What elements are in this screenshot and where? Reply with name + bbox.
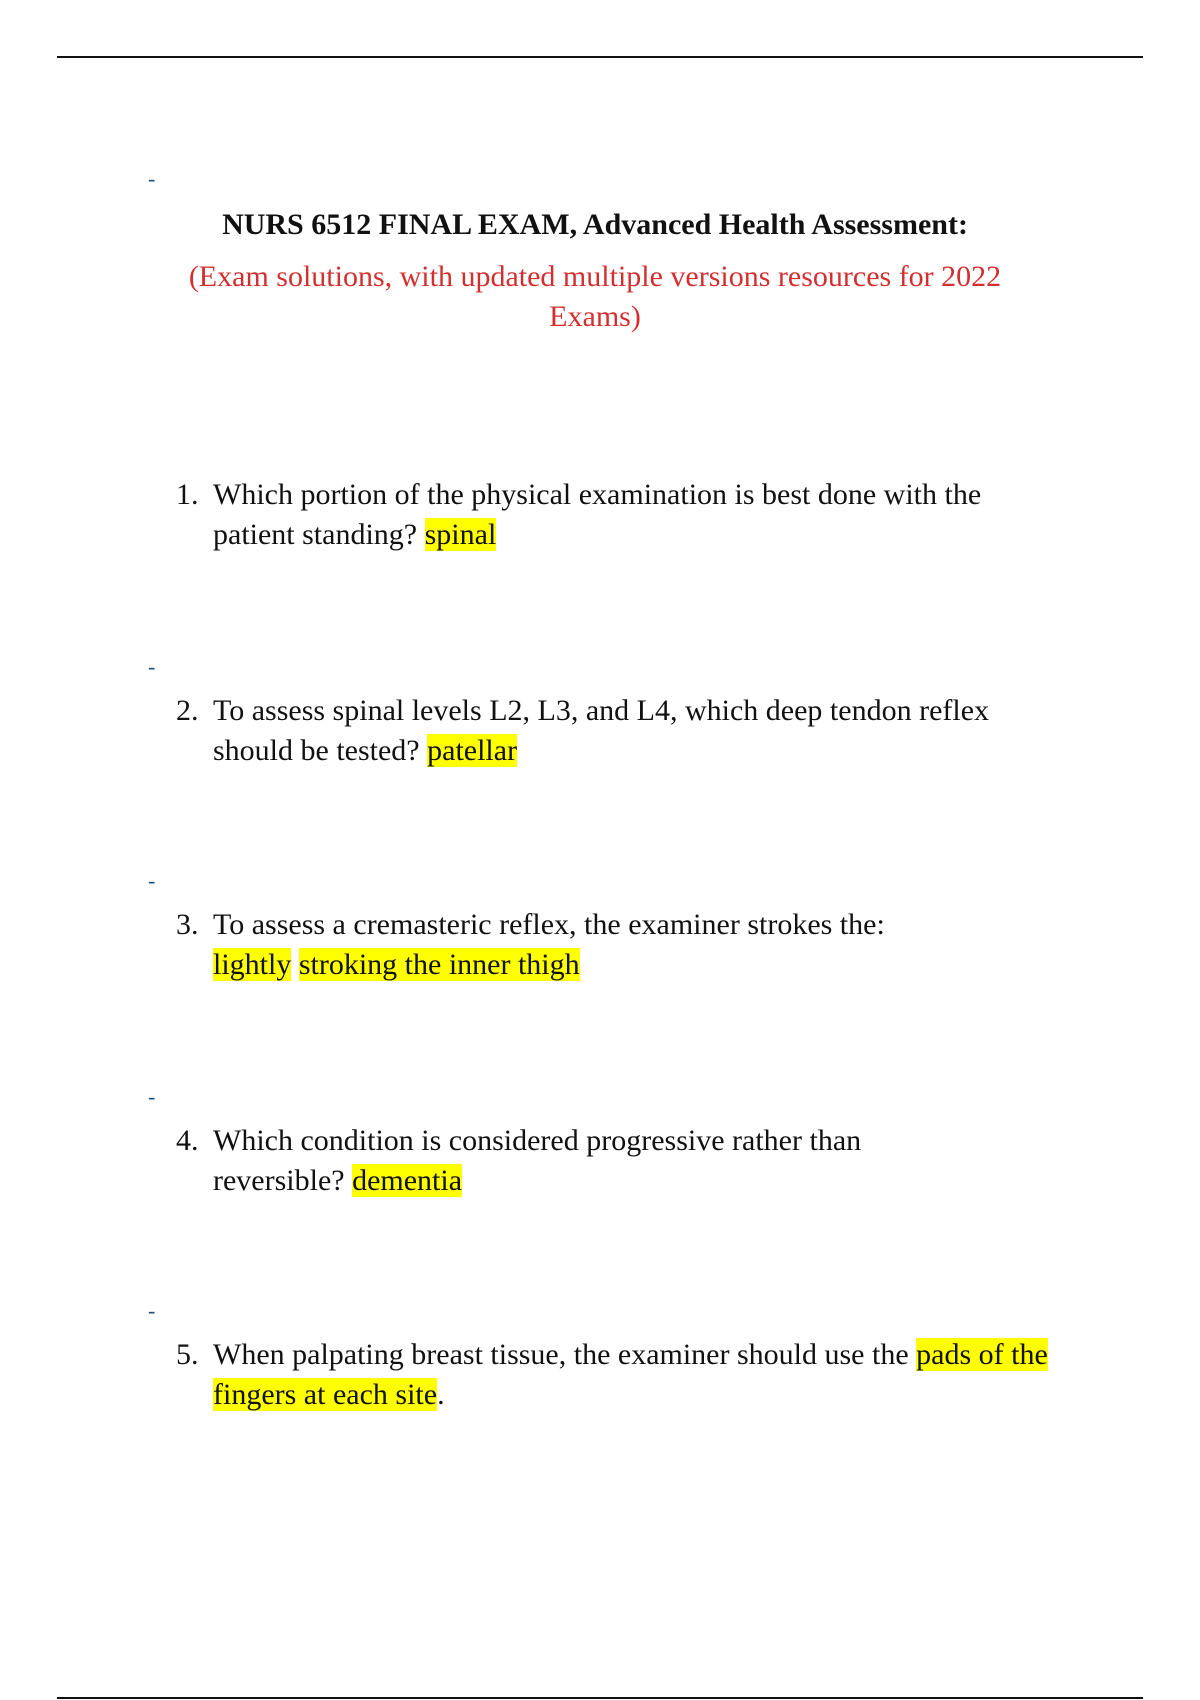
question-prompt: Which portion of the physical examination is best done with the patient standing? [213,478,982,551]
question-text [213,475,1056,555]
question-text [213,691,1056,771]
question-text [213,1121,893,1201]
trailing-punctuation: . [437,1378,445,1411]
list-marker: - [148,166,156,191]
question-4 [176,1121,1056,1201]
highlighted-answer: dementia [352,1164,463,1197]
highlighted-answer: stroking the inner thigh [298,948,580,981]
highlighted-answer: spinal [424,518,497,551]
question-text [213,905,1056,985]
highlighted-answer: lightly [213,948,292,981]
highlighted-answer: pads of the fingers at each site [213,1338,1048,1411]
document-title: NURS 6512 FINAL EXAM, Advanced Health Assessment: [222,208,968,241]
highlighted-answer: patellar [427,734,518,767]
question-2 [176,691,1056,771]
list-marker: - [148,1298,156,1323]
question-3 [176,905,1056,985]
question-prompt: When palpating breast tissue, the examiner should use the [213,1338,909,1371]
question-text [213,1335,1056,1415]
question-1 [176,475,1056,555]
question-5 [176,1335,1056,1415]
list-marker: - [148,654,156,679]
top-rule [57,56,1143,58]
question-prompt: To assess spinal levels L2, L3, and L4, which deep tendon reflex should be tested? [213,694,990,767]
question-number: 2. [176,694,199,727]
question-number: 4. [176,1124,199,1157]
question-prompt: Which condition is considered progressive rather than reversible? [213,1124,862,1197]
question-number: 5. [176,1338,199,1371]
list-marker: - [148,1084,156,1109]
question-prompt: To assess a cremasteric reflex, the examiner strokes the: [213,908,885,941]
list-marker: - [148,868,156,893]
bottom-rule [57,1697,1143,1699]
question-number: 1. [176,478,199,511]
question-number: 3. [176,908,199,941]
document-subtitle: (Exam solutions, with updated multiple versions resources for 2022 Exams) [188,260,1002,333]
